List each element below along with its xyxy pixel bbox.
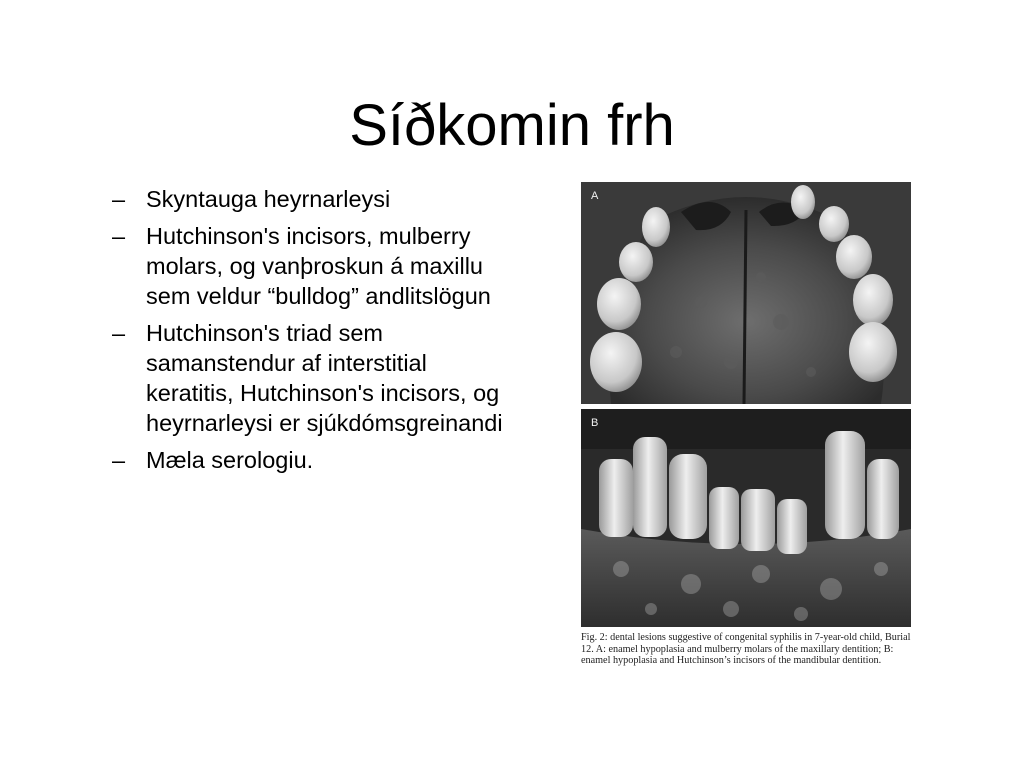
bullet-item	[112, 184, 504, 214]
slide-title: Síðkomin frh	[349, 92, 675, 158]
bullet-dash: –	[112, 186, 126, 212]
maxillary-dentition-illustration	[581, 182, 911, 404]
bullet-text: Mæla serologiu.	[146, 447, 314, 473]
dental-figure	[579, 180, 913, 688]
mandibular-dentition-illustration	[581, 409, 911, 627]
bullet-item	[112, 445, 504, 475]
bullet-text: Skyntauga heyrnarleysi	[146, 186, 391, 212]
bullet-item	[112, 318, 504, 438]
bullet-item	[112, 221, 504, 311]
panel-b-label: B	[591, 417, 599, 429]
bullet-text: Hutchinson's triad sem samanstendur af interstitial keratitis, Hutchinson's incisors, og heyrnarleysi er sjúkdómsgreinandi	[146, 320, 503, 436]
panel-a-label: A	[591, 190, 599, 202]
bullet-dash: –	[112, 320, 126, 346]
panel-a-photo	[581, 182, 911, 404]
figure-caption: Fig. 2: dental lesions suggestive of congenital syphilis in 7-year-old child, Burial 12. A: enamel hypoplasia and mulberry molars of the maxillary dentition; B: enamel hypoplasia and Hutchinson’s incisors of the mandibular dentition.	[581, 632, 911, 667]
bullet-list	[112, 184, 504, 482]
bullet-text: Hutchinson's incisors, mulberry molars, og vanþroskun á maxillu sem veldur “bulldog” andlitslögun	[146, 223, 491, 309]
panel-b-photo	[581, 409, 911, 627]
bullet-dash: –	[112, 223, 126, 249]
bullet-dash: –	[112, 447, 126, 473]
